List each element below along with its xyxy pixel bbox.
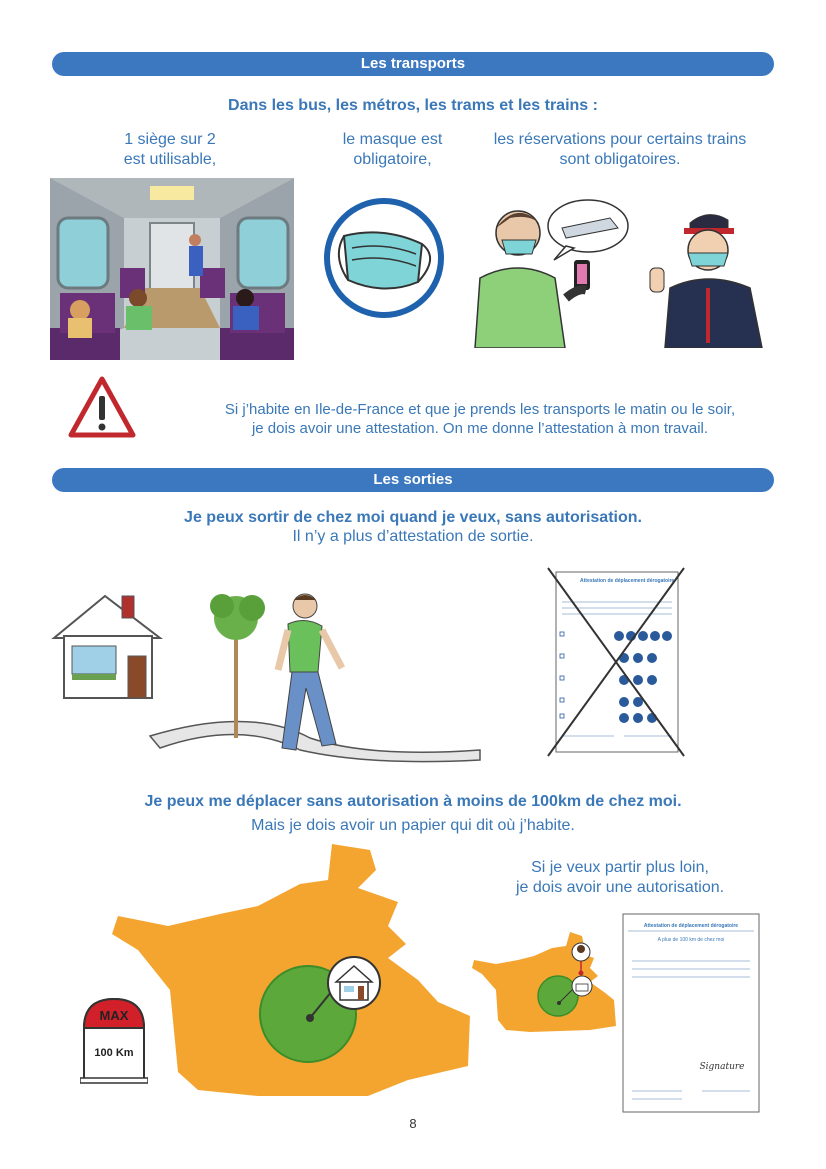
warning-text-line2: je dois avoir une attestation. On me donne l’attestation à mon travail. — [251, 420, 709, 437]
far-caption-line2: je dois avoir une autorisation. — [515, 879, 725, 896]
attestation-document — [622, 913, 760, 1113]
attestation-title: Attestation de déplacement dérogatoire — [643, 923, 739, 929]
seat-caption — [80, 130, 260, 170]
transports-subtitle: Dans les bus, les métros, les trams et les trains : — [228, 97, 598, 114]
max-100km-sign — [80, 996, 148, 1084]
sign-km-text: 100 Km — [94, 1047, 134, 1059]
seat-caption-line2: est utilisable, — [123, 151, 217, 168]
attestation-signature: Signature — [699, 1062, 745, 1072]
page-number: 8 — [409, 1116, 417, 1131]
mask-caption — [300, 130, 485, 170]
reservation-illustration — [470, 188, 770, 348]
mask-icon — [322, 196, 446, 320]
warning-text — [140, 400, 820, 438]
reservation-caption — [470, 130, 770, 170]
move-bold-line: Je peux me déplacer sans autorisation à moins de 100km de chez moi. — [144, 793, 682, 810]
reservation-caption-line2: sont obligatoires. — [559, 151, 681, 168]
warning-icon — [68, 376, 136, 438]
mask-caption-line1: le masque est — [342, 131, 443, 148]
crossed-form-title: Attestation de déplacement dérogatoire — [580, 578, 675, 584]
walking-outside-illustration — [50, 588, 490, 763]
seat-caption-line1: 1 siège sur 2 — [124, 131, 216, 148]
reservation-caption-line1: les réservations pour certains trains — [493, 131, 747, 148]
train-interior-illustration — [50, 178, 294, 360]
warning-text-line1: Si j’habite en Ile-de-France et que je prends les transports le matin ou le soir, — [224, 401, 736, 418]
far-caption — [470, 858, 770, 898]
crossed-attestation-form — [544, 566, 686, 758]
france-map-100km — [108, 840, 476, 1098]
sorties-normal-line: Il n’y a plus d’attestation de sortie. — [292, 528, 534, 545]
far-caption-line1: Si je veux partir plus loin, — [531, 859, 709, 876]
sign-max-text: MAX — [99, 1008, 129, 1023]
france-map-small — [470, 930, 620, 1034]
sorties-bold-line: Je peux sortir de chez moi quand je veux, sans autorisation. — [184, 509, 642, 526]
section-header-transports: Les transports — [52, 52, 774, 76]
attestation-subtitle: A plus de 100 km de chez moi — [657, 937, 725, 943]
mask-caption-line2: obligatoire, — [353, 151, 432, 168]
section-header-sorties: Les sorties — [52, 468, 774, 492]
move-normal-line: Mais je dois avoir un papier qui dit où j’habite. — [251, 817, 575, 834]
